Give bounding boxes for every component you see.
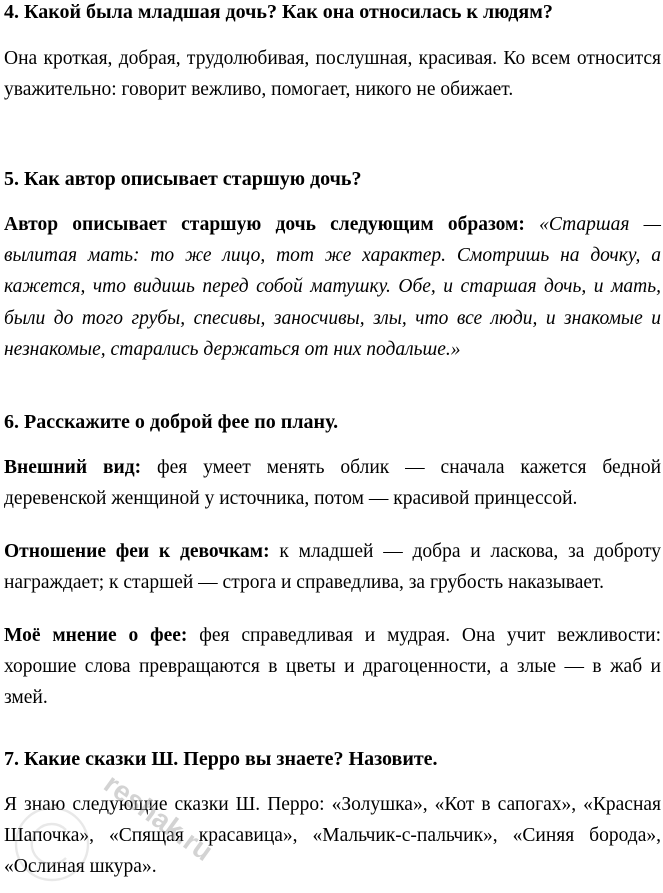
question-7-title: 7. Какие сказки Ш. Перро вы знаете? Назовите.	[4, 748, 438, 770]
fairy-appearance-text: фея умеет менять облик — сначала кажется бедной деревенской женщиной у источника, потом — красивой принцессой.	[4, 457, 662, 510]
fairy-opinion-text: фея справедливая и мудрая. Она учит вежливости: хорошие слова превращаются в цветы и драгоценности, а злые — в жаб и змей.	[4, 625, 662, 709]
fairy-opinion-lead: Моё мнение о фее:	[4, 625, 188, 646]
fairy-attitude-text: к младшей — добра и ласкова, за доброту награждает; к старшей — строга и справедлива, за грубость наказывает.	[4, 541, 662, 594]
question-7-answer: Я знаю следующие сказки Ш. Перро: «Золушка», «Кот в сапогах», «Красная Шапочка», «Спящая красавица», «Мальчик-с-пальчик», «Синяя борода», «Ослиная шкура».	[4, 794, 661, 878]
question-6-title: 6. Расскажите о доброй фее по плану.	[4, 411, 339, 433]
fairy-opinion	[4, 620, 661, 714]
question-4-title: 4. Какой была младшая дочь? Как она относилась к людям?	[4, 1, 553, 23]
watermark-text: reshak.ru	[98, 767, 219, 867]
question-5-answer-quote: «Старшая — вылитая мать: то же лицо, тот же характер. Смотришь на дочку, а кажется, что видишь перед собой матушку. Обе, и старшая дочь, и мать, были до того грубы, спесивы, заносчивы, злы, что все люди, и знакомые и незнакомые, старались держаться от них подальше.»	[4, 214, 662, 360]
fairy-appearance	[4, 452, 661, 514]
fairy-attitude	[4, 536, 661, 598]
question-5-answer	[4, 209, 661, 365]
question-5-title: 5. Как автор описывает старшую дочь?	[4, 168, 362, 190]
fairy-appearance-lead: Внешний вид:	[4, 457, 142, 478]
question-4-answer: Она кроткая, добрая, трудолюбивая, послушная, красивая. Ко всем относится уважительно: говорит вежливо, помогает, никого не обижает.	[4, 48, 661, 101]
question-5-answer-lead: Автор описывает старшую дочь следующим образом:	[4, 214, 525, 235]
fairy-attitude-lead: Отношение феи к девочкам:	[4, 541, 270, 562]
